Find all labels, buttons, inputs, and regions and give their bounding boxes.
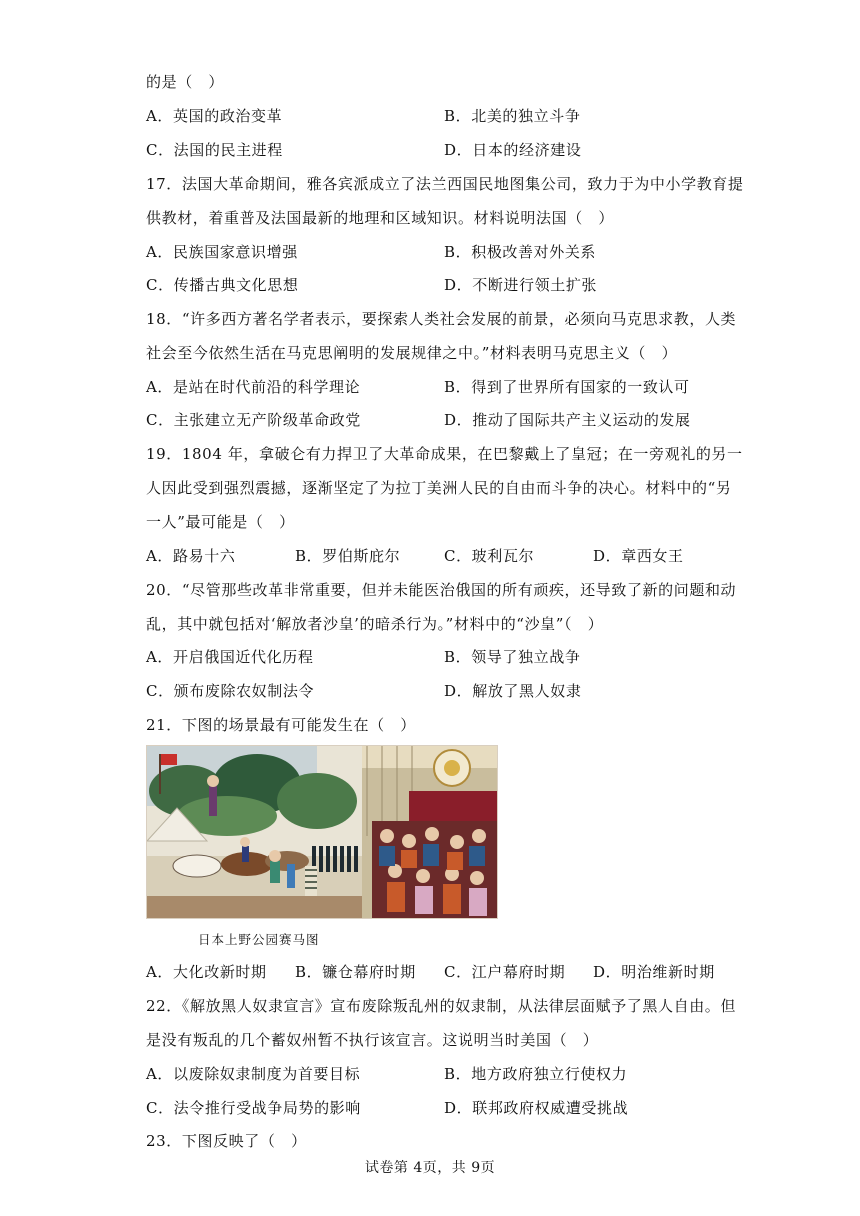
q19-stem-line-2: 人因此受到强烈震撼，逐渐坚定了为拉丁美洲人民的自由而斗争的决心。材料中的“另: [146, 479, 732, 497]
q16-option-d: D．日本的经济建设: [444, 141, 582, 159]
q16-stem-tail: 的是（ ）: [146, 73, 225, 91]
q17-option-d: D．不断进行领土扩张: [444, 276, 598, 294]
q17-stem-line-2: 供教材，着重普及法国最新的地理和区域知识。材料说明法国（ ）: [146, 209, 615, 227]
q22-option-d: D．联邦政府权威遭受挑战: [444, 1099, 629, 1117]
q21-option-a: A．大化改新时期: [146, 963, 267, 981]
q20-option-a: A．开启俄国近代化历程: [146, 648, 314, 666]
q19-option-c: C．玻利瓦尔: [444, 547, 535, 565]
q22-option-b: B．地方政府独立行使权力: [444, 1065, 628, 1083]
q21-option-c: C．江户幕府时期: [444, 963, 566, 981]
q22-stem-line-1: 22．《解放黑人奴隶宣言》宣布废除叛乱州的奴隶制，从法律层面赋予了黑人自由。但: [146, 997, 736, 1015]
q18-option-d: D．推动了国际共产主义运动的发展: [444, 411, 691, 429]
q19-stem-line-3: 一人”最可能是（ ）: [146, 513, 295, 531]
q16-option-b: B．北美的独立斗争: [444, 107, 581, 125]
q20-stem-line-2: 乱，其中就包括对‘解放者沙皇’的暗杀行为。”材料中的“沙皇”（ ）: [146, 615, 604, 633]
q22-stem-line-2: 是没有叛乱的几个蓄奴州暂不执行该宣言。这说明当时美国（ ）: [146, 1031, 599, 1049]
q23-stem: 23．下图反映了（ ）: [146, 1132, 307, 1150]
q18-stem-line-1: 18．“许多西方著名学者表示，要探索人类社会发展的前景，必须向马克思求教，人类: [146, 310, 737, 328]
q22-option-c: C．法令推行受战争局势的影响: [146, 1099, 361, 1117]
q21-stem: 21．下图的场景最有可能发生在（ ）: [146, 716, 416, 734]
q18-option-c: C．主张建立无产阶级革命政党: [146, 411, 361, 429]
q22-option-a: A．以废除奴隶制度为首要目标: [146, 1065, 361, 1083]
q21-option-b: B．镰仓幕府时期: [295, 963, 416, 981]
q21-option-d: D．明治维新时期: [593, 963, 715, 981]
q18-option-b: B．得到了世界所有国家的一致认可: [444, 378, 690, 396]
q18-option-a: A．是站在时代前沿的科学理论: [146, 378, 361, 396]
q20-option-c: C．颁布废除农奴制法令: [146, 682, 315, 700]
q19-option-d: D．章西女王: [593, 547, 684, 565]
q19-stem-line-1: 19．1804 年，拿破仑有力捍卫了大革命成果，在巴黎戴上了皇冠；在一旁观礼的另一: [146, 445, 743, 463]
q20-option-b: B．领导了独立战争: [444, 648, 581, 666]
q20-option-d: D．解放了黑人奴隶: [444, 682, 582, 700]
page-footer: 试卷第 4页，共 9页: [364, 1160, 496, 1176]
q17-option-b: B．积极改善对外关系: [444, 243, 597, 261]
q16-option-a: A．英国的政治变革: [146, 107, 283, 125]
q19-option-a: A．路易十六: [146, 547, 236, 565]
image-caption: 日本上野公园赛马图: [198, 932, 320, 947]
q17-option-c: C．传播古典文化思想: [146, 276, 299, 294]
q17-stem-line-1: 17．法国大革命期间，雅各宾派成立了法兰西国民地图集公司，致力于为中小学教育提: [146, 175, 744, 193]
ueno-park-horse-race-illustration: [146, 745, 498, 919]
q19-option-b: B．罗伯斯庇尔: [295, 547, 401, 565]
q18-stem-line-2: 社会至今依然生活在马克思阐明的发展规律之中。”材料表明马克思主义（ ）: [146, 344, 678, 362]
q17-option-a: A．民族国家意识增强: [146, 243, 298, 261]
q16-option-c: C．法国的民主进程: [146, 141, 283, 159]
q20-stem-line-1: 20．“尽管那些改革非常重要，但并未能医治俄国的所有顽疾，还导致了新的问题和动: [146, 581, 737, 599]
